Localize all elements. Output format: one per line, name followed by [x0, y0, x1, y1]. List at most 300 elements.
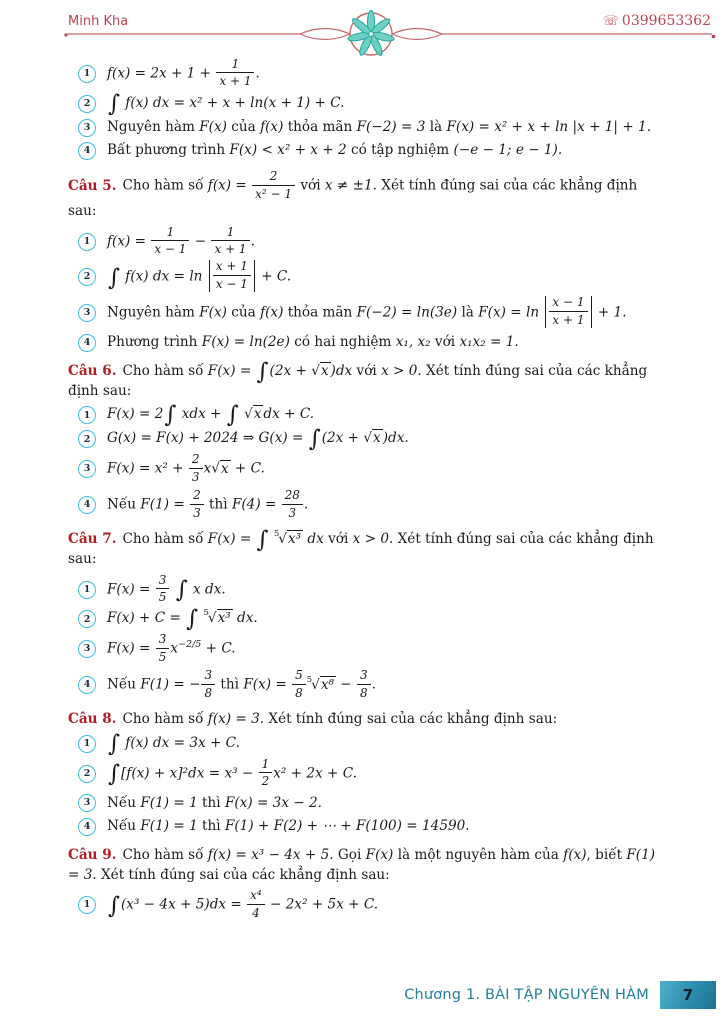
math-text: 1 — [166, 224, 175, 239]
statement-number: 2 — [83, 433, 91, 445]
numerator — [549, 295, 587, 311]
math-text: . — [371, 676, 376, 693]
math-text: F(x) — [365, 846, 394, 863]
fraction — [155, 573, 171, 605]
fraction — [251, 169, 296, 201]
prose-text: Xét tính đúng sai của các khẳng định sau: — [68, 362, 648, 399]
statement-content — [107, 606, 662, 633]
prose-text: Phương trình — [107, 334, 202, 351]
numerator — [216, 57, 254, 73]
statement-item — [78, 118, 662, 138]
math-text: x² − 1 — [255, 186, 293, 201]
math-text: F(4) = — [231, 496, 281, 513]
fraction — [258, 757, 274, 789]
math-text: 8 — [204, 685, 213, 700]
statement-content — [107, 118, 662, 138]
math-text: xdx + — [177, 406, 226, 423]
radical — [211, 460, 230, 477]
math-text: )dx. — [382, 430, 409, 447]
denominator — [151, 241, 189, 256]
math-text: F(x) = ln(2e) — [201, 334, 290, 351]
integral-sign: ∫ — [256, 526, 269, 553]
math-text: x — [373, 430, 381, 447]
page-number-badge — [660, 981, 716, 1009]
prose-text: là — [425, 118, 447, 135]
statement-badge — [78, 95, 96, 113]
statement-item — [78, 333, 662, 353]
statement-number: 3 — [83, 307, 91, 319]
statement-number: 1 — [83, 583, 91, 595]
math-text: x² + 2x + C. — [273, 765, 357, 782]
statement-content — [107, 261, 662, 293]
integral-sign: ∫ — [256, 358, 269, 385]
prose-text: Cho hàm số — [122, 362, 208, 379]
denominator — [247, 905, 265, 920]
root-index: 5 — [273, 528, 280, 539]
numerator — [151, 225, 189, 241]
math-text: F(x) = — [107, 640, 155, 657]
math-text: f(x) = — [107, 233, 151, 250]
denominator — [201, 685, 215, 700]
statement-content — [107, 402, 662, 429]
math-text: F(x) — [199, 304, 227, 321]
math-text: x − 1 — [552, 295, 585, 310]
math-text: f(x) dx = x² + x + ln(x + 1) + C. — [120, 94, 345, 111]
prose-text: của — [226, 118, 261, 135]
radicand — [253, 405, 264, 422]
statement-content — [107, 633, 662, 665]
math-text: F(−2) = ln(3e) — [356, 304, 458, 321]
prose-text: Nguyên hàm — [107, 304, 200, 321]
prose-text: thì — [197, 818, 225, 835]
radicand — [320, 676, 336, 693]
statement-content — [107, 669, 662, 701]
statement-number: 4 — [83, 821, 91, 833]
math-text: F(x) = x² + x + ln |x + 1| + 1. — [446, 118, 652, 135]
math-text: dx + C. — [263, 406, 315, 423]
radical — [363, 429, 382, 446]
math-text: x ≠ ±1. — [324, 177, 377, 194]
math-text: f(x) = 2x + 1 + — [107, 65, 216, 82]
math-text: 8 — [359, 685, 368, 700]
math-text: x − 1 — [215, 276, 248, 291]
statement-item — [78, 817, 662, 837]
statement-badge — [78, 496, 96, 514]
statement-badge — [78, 735, 96, 753]
math-text: F(1) = 1 — [140, 794, 198, 811]
statement-number: 1 — [83, 235, 91, 247]
fraction — [150, 225, 190, 257]
prose-text: Xét tính đúng sai của các khẳng định sau: — [96, 866, 390, 883]
statement-item — [78, 574, 662, 606]
math-text: (x³ − 4x + 5)dx = — [120, 896, 247, 913]
math-text: . — [250, 233, 255, 250]
statement-badge — [78, 406, 96, 424]
math-text: F(x) = — [107, 581, 155, 598]
prose-text: thì — [216, 676, 244, 693]
statement-number: 4 — [83, 499, 91, 511]
statement-item — [78, 489, 662, 521]
statement-item — [78, 730, 662, 757]
math-text: + C. — [256, 268, 292, 285]
numerator — [282, 488, 303, 504]
math-text: f(x) dx = 3x + C. — [120, 734, 240, 751]
statement-item — [78, 58, 662, 90]
math-text: − 2x² + 5x + C. — [265, 896, 379, 913]
math-text: x — [220, 460, 229, 477]
fraction — [548, 295, 588, 327]
statement-badge — [78, 119, 96, 137]
radicand — [220, 460, 231, 477]
math-text — [170, 581, 174, 597]
numerator — [201, 668, 215, 684]
question-intro — [68, 170, 662, 221]
radicand — [320, 362, 331, 379]
fraction — [200, 668, 216, 700]
math-text: f(x) — [563, 846, 587, 863]
statement-badge — [78, 304, 96, 322]
absolute-value — [545, 296, 591, 328]
superscript: −2/5 — [178, 639, 202, 651]
prose-text: Xét tính đúng sai của các khẳng định sau: — [264, 711, 558, 728]
prose-text: với — [352, 362, 382, 379]
math-text: F(x) = ln — [478, 304, 544, 321]
denominator — [190, 505, 204, 520]
prose-text: với — [323, 530, 353, 547]
prose-text: thì — [197, 794, 225, 811]
prose-text: thỏa mãn — [283, 304, 357, 321]
math-text: F(1) = − — [140, 676, 201, 693]
math-text: 3 — [158, 632, 167, 647]
math-text: F(x) = 3x − 2. — [224, 794, 322, 811]
statement-item — [78, 402, 662, 429]
math-text: x + 1 — [219, 74, 252, 89]
math-text: x₁x₂ = 1. — [459, 334, 519, 351]
math-text: 3 — [359, 668, 368, 683]
math-text: 3 — [193, 505, 201, 520]
statement-number: 3 — [83, 121, 91, 133]
statement-content — [107, 333, 662, 353]
prose-text: Cho hàm số — [122, 846, 208, 863]
math-text: x⁸ — [320, 676, 334, 693]
math-text: f(x) — [260, 118, 284, 135]
math-text: x⁴ — [250, 888, 262, 903]
math-text: x — [203, 460, 212, 477]
math-text: 3 — [288, 505, 297, 520]
numerator — [156, 632, 170, 648]
radical-sign: √ — [211, 460, 220, 477]
question-intro — [68, 710, 662, 730]
statement-number: 1 — [83, 409, 91, 421]
math-text: 2 — [261, 774, 270, 789]
prose-text: , biết — [586, 846, 627, 863]
statement-item — [78, 141, 662, 161]
prose-text: thì — [204, 496, 232, 513]
numerator — [357, 668, 371, 684]
math-text: 3 — [191, 469, 200, 484]
statement-badge — [78, 794, 96, 812]
line-end-dot — [712, 35, 716, 39]
statement-badge — [78, 430, 96, 448]
math-text: 5 — [158, 649, 167, 664]
question-label: Câu 9. — [68, 846, 117, 863]
radical-sign: √ — [311, 362, 320, 379]
prose-text: có tập nghiệm — [346, 142, 454, 159]
numerator — [252, 169, 295, 185]
denominator — [252, 186, 295, 201]
denominator — [189, 469, 203, 484]
math-text: x — [170, 640, 179, 657]
denominator — [259, 773, 273, 788]
statement-content — [107, 817, 662, 837]
statement-item — [78, 633, 662, 665]
author-name: Minh Kha — [68, 14, 129, 29]
statement-content — [107, 574, 662, 606]
prose-text: Cho hàm số — [122, 530, 208, 547]
document-content — [68, 54, 662, 925]
math-text: dx — [303, 530, 324, 547]
math-text: dx. — [232, 610, 258, 627]
statement-badge — [78, 896, 96, 914]
fraction — [291, 668, 307, 700]
statement-item — [78, 297, 662, 329]
math-text: (−e − 1; e − 1). — [453, 142, 563, 159]
math-text: 28 — [284, 488, 300, 503]
denominator — [216, 73, 254, 88]
math-text: 4 — [252, 905, 260, 920]
prose-text: Nếu — [107, 496, 141, 513]
math-text: F(1) = 3. — [68, 846, 656, 883]
radicand — [287, 530, 303, 547]
statement-content — [107, 794, 662, 814]
statement-content — [107, 226, 662, 258]
statement-content — [107, 426, 662, 453]
prose-text: Cho hàm số — [122, 711, 208, 728]
denominator — [156, 589, 170, 604]
numerator — [189, 452, 203, 468]
math-text: [f(x) + x]²dx = x³ − — [120, 765, 258, 782]
math-text: F(−2) = 3 — [356, 118, 426, 135]
radicand — [217, 609, 233, 626]
math-text: f(x) = 3. — [207, 711, 265, 728]
statement-badge — [78, 65, 96, 83]
radical — [244, 405, 263, 422]
integral-sign: ∫ — [108, 730, 120, 757]
math-text: F(x) = — [207, 362, 256, 379]
math-text: F(x) = x² + — [107, 460, 188, 477]
math-text: f(x) dx = ln — [120, 268, 207, 285]
statement-item — [78, 426, 662, 453]
statement-number: 3 — [83, 797, 91, 809]
statement-content — [107, 58, 662, 90]
prose-text: Nếu — [107, 676, 141, 693]
radical-sign: √ — [207, 610, 217, 627]
math-text: x³ — [287, 530, 302, 547]
prose-text: với — [296, 177, 325, 194]
fraction — [188, 452, 204, 484]
question-label: Câu 6. — [68, 362, 117, 379]
math-text: )dx — [330, 362, 353, 379]
phone-number-text: 0399653362 — [621, 13, 711, 29]
left-lens-ornament — [300, 29, 350, 40]
math-text: G(x) = F(x) + 2024 ⇒ G(x) = — [107, 430, 308, 447]
statement-item — [78, 758, 662, 790]
fraction — [215, 57, 255, 89]
statement-content — [107, 141, 662, 161]
numerator — [292, 668, 306, 684]
math-text: x > 0. — [352, 530, 394, 547]
numerator — [247, 888, 265, 904]
statement-content — [107, 489, 662, 521]
ornament-divider — [0, 0, 725, 60]
statement-number: 2 — [83, 271, 91, 283]
denominator — [156, 649, 170, 664]
denominator — [211, 241, 249, 256]
math-text: 1 — [231, 57, 240, 71]
fraction — [210, 225, 250, 257]
integral-sign: ∫ — [108, 761, 120, 788]
statement-content — [107, 90, 662, 117]
prose-text: Cho hàm số — [122, 177, 208, 194]
math-text: 3 — [158, 572, 167, 587]
statement-number: 1 — [83, 899, 91, 911]
statement-badge — [78, 818, 96, 836]
math-text: 5 — [295, 668, 303, 683]
math-text: 2 — [193, 488, 201, 503]
statement-badge — [78, 581, 96, 599]
numerator — [190, 488, 204, 504]
integral-sign: ∫ — [108, 892, 120, 919]
fraction — [281, 488, 304, 520]
numerator — [211, 225, 249, 241]
numerator — [156, 573, 170, 589]
statement-item — [78, 606, 662, 633]
math-text: 8 — [295, 685, 303, 700]
math-text: 5 — [158, 590, 167, 605]
math-text: x + 1 — [215, 259, 248, 274]
question-label: Câu 5. — [68, 177, 117, 194]
prose-text: Nếu — [107, 794, 141, 811]
prose-text: Xét tính đúng sai của các khẳng định sau: — [68, 530, 654, 567]
statement-content — [107, 453, 662, 485]
right-lens-ornament — [392, 29, 442, 40]
integral-sign: ∫ — [226, 402, 239, 429]
statement-number: 3 — [83, 463, 91, 475]
math-text: (2x + — [321, 430, 364, 447]
statement-content — [107, 297, 662, 329]
math-text: x — [320, 362, 329, 379]
math-text: F(x) — [199, 118, 227, 135]
math-text: x³ — [217, 610, 231, 627]
statement-number: 2 — [83, 767, 91, 779]
math-text: + C. — [230, 460, 265, 477]
statement-badge — [78, 268, 96, 286]
math-text: . — [303, 496, 309, 513]
question-label: Câu 8. — [68, 711, 117, 728]
radical-sign: √ — [311, 676, 320, 693]
statement-badge — [78, 676, 96, 694]
root-index: 5 — [203, 608, 209, 619]
statement-item — [78, 889, 662, 921]
denominator — [549, 312, 587, 327]
root-index: 5 — [306, 674, 313, 685]
numerator — [259, 757, 273, 773]
math-text: x dx. — [188, 581, 226, 598]
prose-text: với — [430, 334, 460, 351]
prose-text: Xét tính đúng sai của các khẳng định sau: — [68, 177, 638, 219]
integral-sign: ∫ — [186, 606, 199, 633]
math-text: + C. — [201, 640, 236, 657]
prose-text: Bất phương trình — [107, 142, 230, 159]
statement-number: 2 — [83, 97, 91, 109]
prose-text: Nguyên hàm — [107, 118, 200, 135]
statement-number: 1 — [83, 737, 91, 749]
radicand — [372, 429, 383, 446]
math-text: F(x) = 2 — [107, 406, 164, 423]
math-text: x > 0. — [381, 362, 422, 379]
chapter-title: Chương 1. BÀI TẬP NGUYÊN HÀM — [404, 987, 649, 1003]
math-text: . — [255, 65, 260, 82]
denominator — [292, 685, 306, 700]
denominator — [213, 276, 251, 291]
statement-number: 2 — [83, 613, 91, 625]
statement-number: 1 — [83, 68, 91, 79]
question-label: Câu 7. — [68, 530, 117, 547]
statement-item — [78, 261, 662, 293]
statement-badge — [78, 142, 96, 160]
statement-number: 4 — [83, 145, 91, 157]
math-text: 2 — [191, 452, 200, 467]
math-text: 3 — [204, 668, 213, 683]
math-text: f(x) — [260, 304, 284, 321]
math-text: x + 1 — [214, 242, 247, 257]
fraction — [246, 888, 266, 920]
statement-badge — [78, 460, 96, 478]
math-text: + 1. — [593, 304, 627, 321]
question-intro — [68, 846, 662, 885]
math-text: − — [190, 233, 211, 250]
integral-sign: ∫ — [108, 264, 120, 291]
statement-item — [78, 90, 662, 117]
statement-badge — [78, 334, 96, 352]
denominator — [357, 685, 371, 700]
radical — [311, 362, 330, 379]
denominator — [282, 505, 303, 520]
prose-text: có hai nghiệm — [289, 334, 396, 351]
integral-sign: ∫ — [108, 90, 120, 117]
prose-text: thỏa mãn — [283, 118, 357, 135]
math-text: − — [335, 676, 356, 693]
math-text: F(x) = — [243, 676, 292, 693]
math-text: f(x) = — [207, 177, 252, 194]
math-text: 2 — [269, 169, 278, 184]
fraction — [189, 488, 205, 520]
math-text: F(1) + F(2) + ⋯ + F(100) = 14590. — [224, 818, 470, 835]
statement-number: 3 — [83, 643, 91, 655]
integral-sign: ∫ — [175, 577, 188, 604]
statement-item — [78, 226, 662, 258]
statement-badge — [78, 765, 96, 783]
integral-sign: ∫ — [164, 402, 177, 429]
math-text: x + 1 — [552, 312, 585, 327]
question-intro — [68, 526, 662, 570]
math-text: F(1) = 1 — [140, 818, 198, 835]
fraction — [155, 632, 171, 664]
statement-badge — [78, 640, 96, 658]
math-text: x — [253, 406, 262, 423]
integral-sign: ∫ — [308, 426, 321, 453]
prose-text: của — [226, 304, 261, 321]
